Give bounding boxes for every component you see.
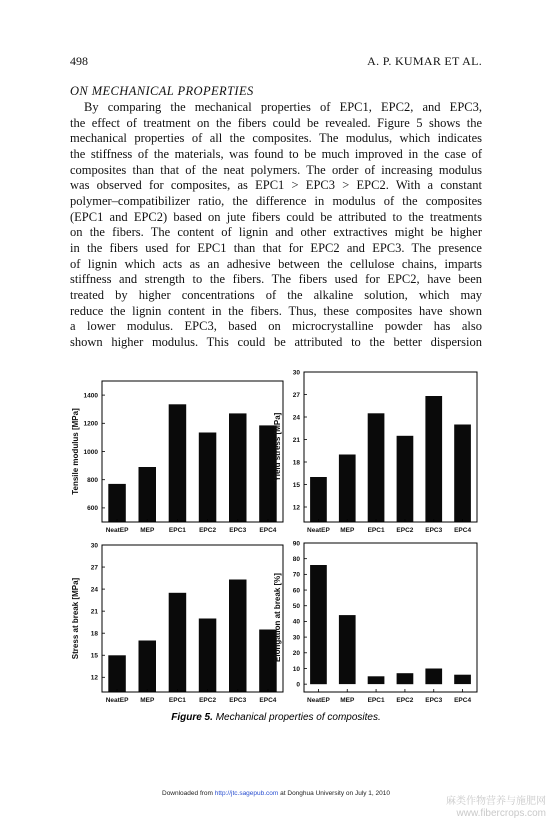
body-line: shown higher modulus. This could be attributed to the better dispersion [70,334,482,349]
bar-NeatEP [108,484,126,522]
x-tick-label: EPC4 [454,697,472,704]
figure-caption-text: Mechanical properties of composites. [215,712,381,723]
body-line: polymer–compatibilizer ratio, the difference in modulus of the composites [70,193,482,208]
bar-NeatEP [108,655,126,692]
bar-EPC2 [397,436,414,522]
body-line: By comparing the mechanical properties of EPC1, EPC2, and EPC3, [84,100,482,114]
x-tick-label: EPC1 [367,527,385,534]
body-line: of lignin which acts as an adhesive between the cellulose chains, imparts [70,256,482,271]
x-tick-label: NeatEP [105,697,129,704]
body-line: a lower modulus. EPC3, based on microcrystalline powder has also [70,319,482,334]
y-tick-label: 20 [292,650,300,658]
body-line: mechanical properties of all the composites. The modulus, which indicates [70,131,482,146]
y-tick-label: 24 [90,586,98,594]
y-tick-label: 1200 [83,420,98,428]
x-tick-label: EPC4 [259,527,277,534]
bar-chart-3 [71,542,283,704]
watermark-line-1: 麻类作物营养与施肥网 [446,796,546,807]
y-tick-label: 18 [90,630,98,638]
section-heading: ON MECHANICAL PROPERTIES [70,84,254,98]
y-tick-label: 1400 [83,392,98,400]
bar-EPC3 [229,413,247,522]
y-tick-label: 60 [292,587,300,595]
body-line: the effect of treatment on the fibers could be revealed. Figure 5 shows the [70,115,482,130]
figure-label: Figure 5. [171,712,213,723]
y-tick-label: 600 [87,505,98,513]
y-tick-label: 40 [292,618,300,626]
y-tick-label: 21 [90,608,98,616]
x-tick-label: MEP [340,697,355,704]
bar-EPC4 [454,425,471,523]
x-tick-label: EPC3 [229,527,247,534]
body-line: was observed for composites, as EPC1 > EPC3 > EPC2. With a constant [70,178,482,193]
bar-EPC2 [397,673,414,684]
y-axis-label: Yield stress [MPa] [273,412,282,482]
bar-chart-1 [71,381,283,534]
body-line: reduce the lignin content in the fibers. Thus, these composites have shown [70,303,482,318]
figure-caption [0,712,552,723]
page-number: 498 [70,54,88,68]
x-tick-label: MEP [340,527,355,534]
running-head: A. P. KUMAR ET AL. [367,54,482,68]
x-tick-label: EPC2 [396,527,414,534]
download-note-suffix: at Donghua University on July 1, 2010 [278,790,390,797]
body-line: on the fibers. The content of lignin and other extractives might be higher [70,225,482,240]
x-tick-label: EPC2 [199,527,217,534]
bar-NeatEP [310,565,327,684]
download-link[interactable]: http://jtc.sagepub.com [214,790,279,797]
y-axis-label: Tensile modulus [MPa] [71,408,80,495]
bar-EPC2 [199,433,217,523]
watermark-line-2: www.fibercrops.com [456,808,546,819]
x-tick-label: EPC2 [396,697,414,704]
bar-EPC1 [368,676,385,684]
bar-EPC1 [169,404,187,522]
x-tick-label: EPC3 [229,697,247,704]
x-tick-label: EPC1 [168,527,186,534]
x-tick-label: NeatEP [307,527,330,534]
y-tick-label: 30 [292,369,300,377]
bar-MEP [339,615,356,684]
y-axis-label: Stress at break [MPa] [71,577,80,660]
bar-EPC4 [454,675,471,684]
bar-chart-4 [273,540,477,704]
bar-MEP [139,467,157,522]
x-tick-label: EPC3 [425,527,443,534]
y-tick-label: 15 [292,481,300,489]
y-tick-label: 12 [90,674,98,682]
y-tick-label: 80 [292,555,300,563]
y-tick-label: 800 [87,477,98,484]
y-tick-label: 12 [292,504,300,512]
x-tick-label: EPC1 [367,697,385,704]
bar-EPC3 [229,580,247,693]
body-line: the stiffness of the materials, was found to be much improved in the case of [70,146,482,161]
y-tick-label: 18 [292,459,300,467]
y-tick-label: 50 [292,603,300,611]
y-tick-label: 27 [90,564,98,572]
body-line: treated by higher concentrations of the alkaline solution, which may [70,287,482,302]
y-tick-label: 27 [292,391,300,399]
plot-frame [102,545,283,692]
bar-NeatEP [310,477,327,522]
download-note-prefix: Downloaded from [162,790,215,797]
y-tick-label: 30 [90,542,98,550]
x-tick-label: EPC3 [425,697,443,704]
y-tick-label: 24 [292,414,300,422]
y-tick-label: 30 [292,634,300,642]
bar-MEP [339,455,356,523]
plot-frame [102,381,283,522]
plot-frame [304,372,477,522]
bar-EPC1 [368,413,385,522]
body-line: in the fibers used for EPC1 than that for EPC2 and EPC3. The presence [70,240,482,255]
x-tick-label: EPC2 [199,697,217,704]
bar-chart-2 [273,369,477,534]
y-tick-label: 21 [292,436,300,444]
bar-EPC1 [169,593,187,692]
y-tick-label: 10 [292,665,300,673]
watermark [446,796,546,820]
y-axis-label: Elongation at break [%] [273,573,282,662]
x-tick-label: NeatEP [105,527,129,534]
y-tick-label: 0 [296,681,300,689]
body-line: (EPC1 and EPC2) based on jute fibers could be attributed to the treatments [70,209,482,224]
body-line: composites than that of the neat polymers. The order of increasing modulus [70,162,482,177]
x-tick-label: EPC4 [259,697,277,704]
x-tick-label: NeatEP [307,697,330,704]
bar-EPC3 [425,396,442,522]
bar-EPC3 [425,669,442,685]
y-tick-label: 70 [292,571,300,579]
x-tick-label: EPC1 [168,697,186,704]
x-tick-label: MEP [140,527,155,534]
x-tick-label: EPC4 [454,527,472,534]
y-tick-label: 1000 [83,448,98,456]
bar-MEP [139,641,157,693]
y-tick-label: 90 [292,540,300,548]
y-tick-label: 15 [90,652,98,660]
x-tick-label: MEP [140,697,155,704]
body-line: stiffness and strength to the fibers. The fibers used for EPC2, have been [70,272,482,287]
bar-EPC2 [199,619,217,693]
plot-frame [304,543,477,692]
